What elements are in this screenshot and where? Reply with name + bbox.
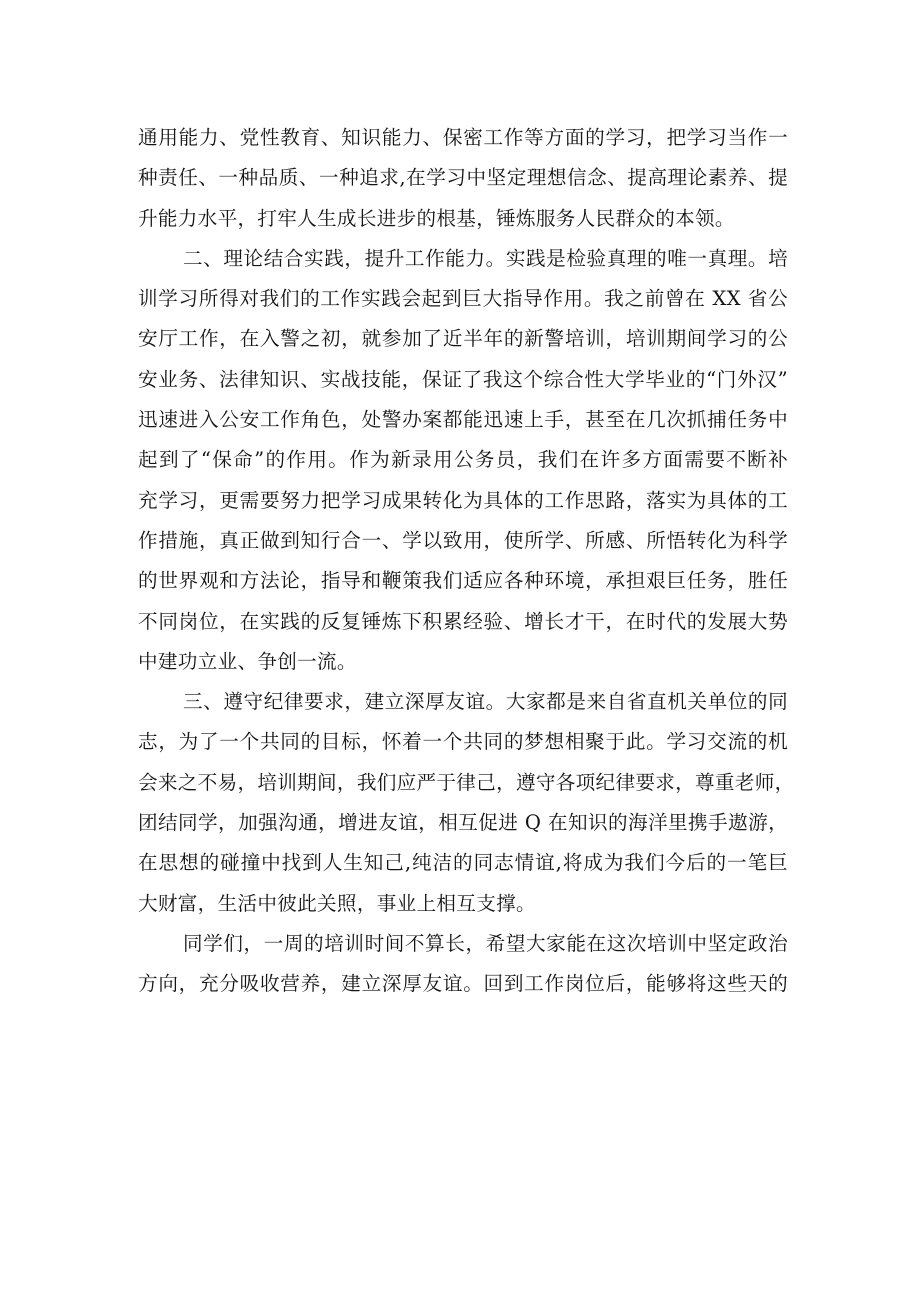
text-line: 安厅工作，在入警之初，就参加了近半年的新警培训，培训期间学习的公 xyxy=(138,327,788,351)
text-line: 训学习所得对我们的工作实践会起到巨大指导作用。我之前曾在 XX 省公 xyxy=(138,287,788,311)
text-line: 志，为了一个共同的目标，怀着一个共同的梦想相聚于此。学习交流的机 xyxy=(138,730,788,754)
text-line: 起到了“保命”的作用。作为新录用公务员，我们在许多方面需要不断补 xyxy=(138,448,788,472)
text-line: 的世界观和方法论，指导和鞭策我们适应各种环境，承担艰巨任务，胜任 xyxy=(138,569,788,593)
text-line: 方向，充分吸收营养，建立深厚友谊。回到工作岗位后，能够将这些天的 xyxy=(138,972,788,996)
text-line: 充学习，更需要努力把学习成果转化为具体的工作思路，落实为具体的工 xyxy=(138,488,788,512)
text-line: 种责任、一种品质、一种追求,在学习中坚定理想信念、提高理论素养、提 xyxy=(138,166,788,190)
text-line: 团结同学，加强沟通，增进友谊，相互促进 Q 在知识的海洋里携手遨游， xyxy=(138,811,788,835)
text-line: 在思想的碰撞中找到人生知己,纯洁的同志情谊,将成为我们今后的一笔巨 xyxy=(138,851,788,875)
paragraph-start-line: 同学们，一周的培训时间不算长，希望大家能在这次培训中坚定政治 xyxy=(183,931,788,955)
text-line: 大财富，生活中彼此关照，事业上相互支撑。 xyxy=(138,891,536,915)
text-line: 安业务、法律知识、实战技能，保证了我这个综合性大学毕业的“门外汉” xyxy=(138,367,788,391)
paragraph-start-line: 三、遵守纪律要求，建立深厚友谊。大家都是来自省直机关单位的同 xyxy=(183,690,788,714)
paragraph-start-line: 二、理论结合实践，提升工作能力。实践是检验真理的唯一真理。培 xyxy=(183,246,788,270)
text-line: 作措施，真正做到知行合一、学以致用，使所学、所感、所悟转化为科学 xyxy=(138,528,788,552)
text-line: 中建功立业、争创一流。 xyxy=(138,649,357,673)
text-line: 通用能力、党性教育、知识能力、保密工作等方面的学习，把学习当作一 xyxy=(138,126,788,149)
document-body xyxy=(138,118,795,1005)
text-line: 迅速进入公安工作角色，处警办案都能迅速上手，甚至在几次抓捕任务中 xyxy=(138,408,788,432)
text-line: 不同岗位，在实践的反复锤炼下积累经验、增长才干，在时代的发展大势 xyxy=(138,609,788,633)
text-line: 升能力水平，打牢人生成长进步的根基，锤炼服务人民群众的本领。 xyxy=(138,206,735,230)
text-line: 会来之不易，培训期间，我们应严于律己，遵守各项纪律要求，尊重老师， xyxy=(138,770,795,794)
